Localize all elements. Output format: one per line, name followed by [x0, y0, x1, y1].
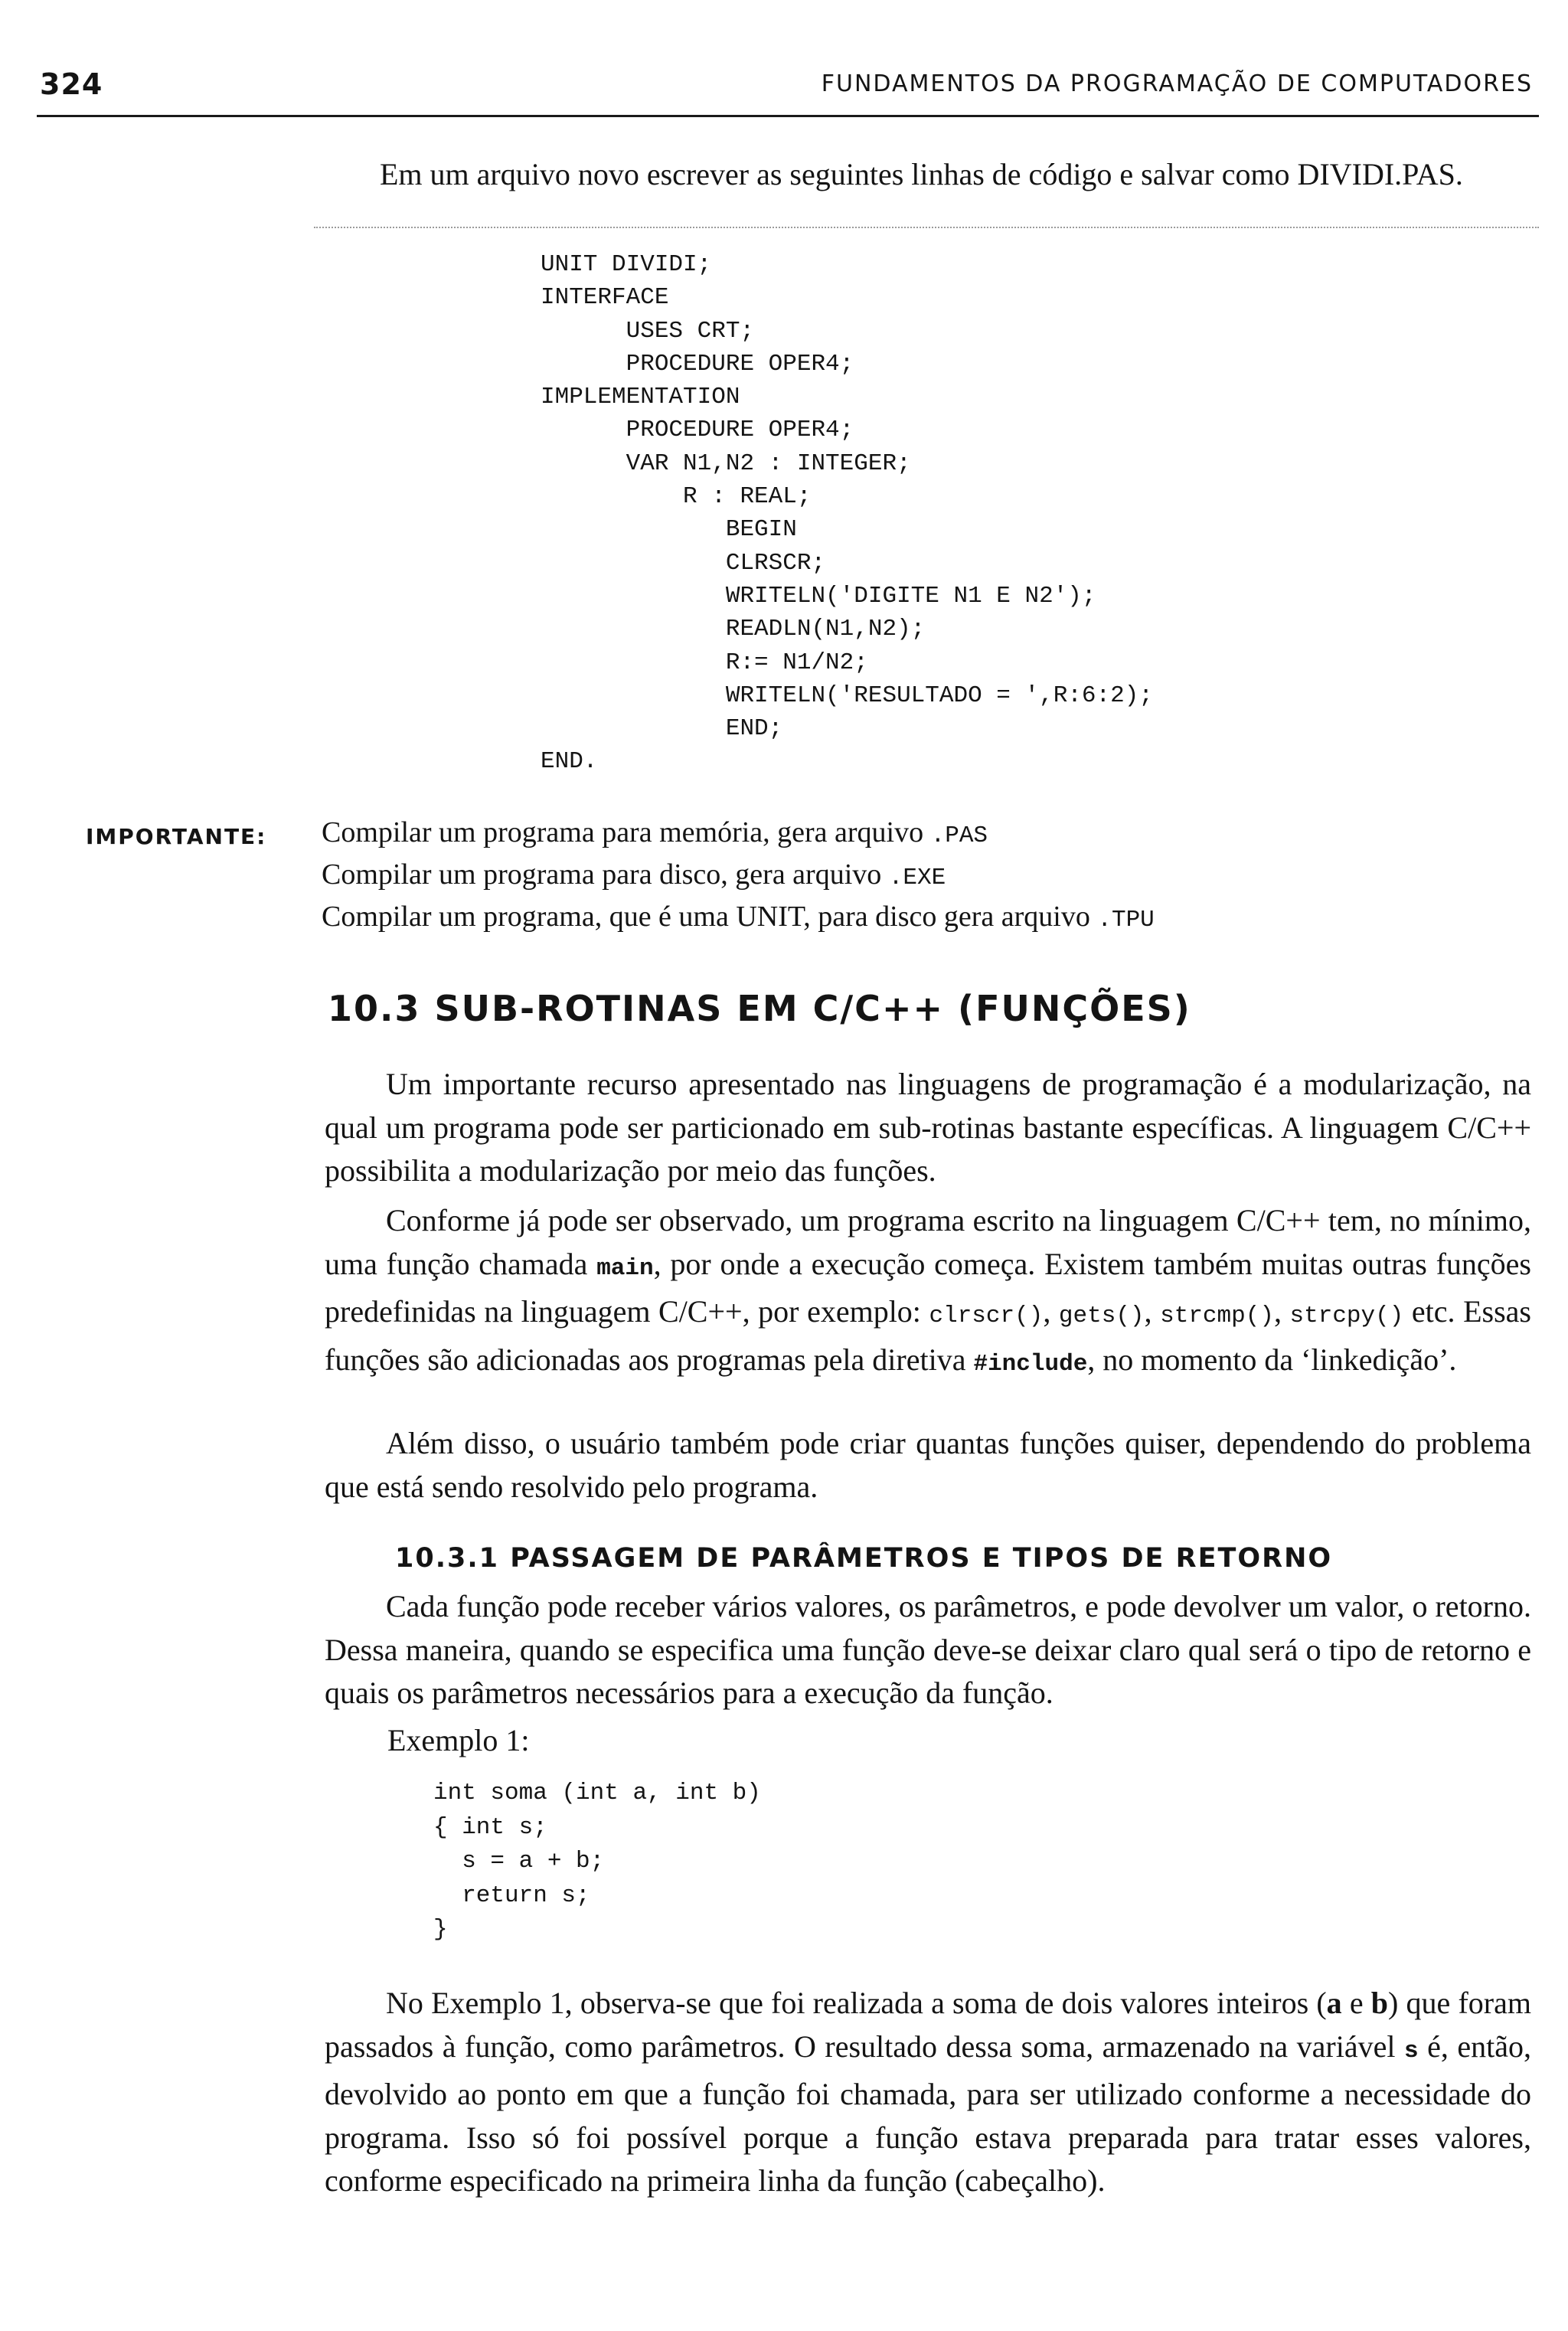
code-include: #include — [973, 1350, 1088, 1378]
code-text: UNIT DIVIDI; — [541, 251, 712, 278]
code-text: READLN(N1,N2); — [541, 616, 926, 643]
paragraph-main-function: Conforme já pode ser observado, um programa escrito na linguagem C/C++ tem, no mínimo, uma função chamada main, por onde a execução começa. Existem também muitas outras funções predefinidas na linguagem C/C++, por exemplo: clrscr(), gets(), strcmp(), strcpy() etc. Essas funções são adicionadas aos programas pela diretiva #include, no momento da ‘linkedição’. — [325, 1203, 1531, 1378]
code-text: IMPLEMENTATION — [541, 384, 740, 411]
code-text: VAR N1,N2 : INTEGER; — [541, 450, 911, 477]
code-line: { int s; — [433, 1813, 547, 1841]
subsection-heading: 10.3.1 PASSAGEM DE PARÂMETROS E TIPOS DE RETORNO — [395, 1543, 1333, 1574]
code-line: s = a + b; — [433, 1848, 605, 1875]
code-line: } — [433, 1916, 448, 1943]
file-extension: .EXE — [888, 865, 946, 891]
dotted-divider — [314, 227, 1539, 228]
section-heading: 10.3 SUB-ROTINAS EM C/C++ (FUNÇÕES) — [328, 988, 1191, 1029]
code-text: PROCEDURE OPER4; — [541, 417, 854, 444]
running-title: FUNDAMENTOS DA PROGRAMAÇÃO DE COMPUTADORES — [821, 70, 1533, 97]
var-b: b — [1370, 1986, 1389, 2020]
intro-paragraph: Em um arquivo novo escrever as seguintes linhas de código e salvar como DIVIDI.PAS. — [380, 157, 1463, 191]
file-extension: .PAS — [930, 822, 988, 849]
code-text: R:= N1/N2; — [541, 649, 868, 676]
code-text: USES CRT; — [541, 317, 755, 345]
paragraph-user-functions: Além disso, o usuário também pode criar quantas funções quiser, dependendo do problema que está sendo resolvido pelo programa. — [325, 1426, 1531, 1504]
var-s: s — [1403, 2037, 1419, 2065]
page-header — [37, 67, 1539, 117]
code-text: BEGIN — [541, 516, 797, 544]
code-text: END; — [541, 715, 783, 743]
important-notes — [322, 813, 1516, 940]
var-a: a — [1326, 1986, 1342, 2020]
important-label: IMPORTANTE: — [86, 824, 267, 849]
code-gets: gets() — [1058, 1303, 1145, 1329]
code-line: int soma (int a, int b) — [433, 1780, 761, 1806]
important-note: Compilar um programa para disco, gera arquivo .EXE — [322, 858, 946, 891]
code-strcmp: strcmp() — [1160, 1303, 1274, 1329]
code-strcpy: strcpy() — [1289, 1303, 1404, 1329]
important-note: Compilar um programa para memória, gera arquivo .PAS — [322, 816, 988, 849]
c-code-listing — [433, 1777, 761, 1947]
code-text: WRITELN('RESULTADO = ',R:6:2); — [541, 682, 1153, 709]
important-note: Compilar um programa, que é uma UNIT, para disco gera arquivo .TPU — [322, 901, 1155, 933]
code-main: main — [596, 1254, 654, 1282]
code-text: WRITELN('DIGITE N1 E N2'); — [541, 582, 1096, 610]
code-text: CLRSCR; — [541, 549, 826, 577]
file-extension: .TPU — [1097, 907, 1155, 933]
paragraph-modularization: Um importante recurso apresentado nas linguagens de programação é a modularização, na qual um programa pode ser particionado em sub-rotinas bastante específicas. A linguagem C/C++ possibilita a modularização por meio das funções. — [325, 1067, 1531, 1188]
example-label: Exemplo 1: — [387, 1723, 530, 1757]
code-text: INTERFACE — [541, 284, 669, 312]
page-number: 324 — [40, 67, 103, 101]
code-text: PROCEDURE OPER4; — [541, 350, 854, 378]
code-line: return s; — [433, 1881, 590, 1909]
paragraph-example-explanation: No Exemplo 1, observa-se que foi realizada a soma de dois valores inteiros (a e b) que foram passados à função, como parâmetros. O resultado dessa soma, armazenado na variável s é, então, devolvido ao ponto em que a função foi chamada, para ser utilizado conforme a necessidade do programa. Isso só foi possível porque a função estava preparada para tratar esses valores, conforme especificado na primeira linha da função (cabeçalho). — [325, 1986, 1531, 2198]
code-clrscr: clrscr() — [929, 1303, 1044, 1329]
code-text: R : REAL; — [541, 483, 812, 511]
paragraph-parameters: Cada função pode receber vários valores, os parâmetros, e pode devolver um valor, o retorno. Dessa maneira, quando se especifica uma função deve-se deixar claro qual será o tipo de retorno e quais os parâmetros necessários para a execução da função. — [325, 1589, 1531, 1710]
code-text: END. — [541, 748, 598, 776]
